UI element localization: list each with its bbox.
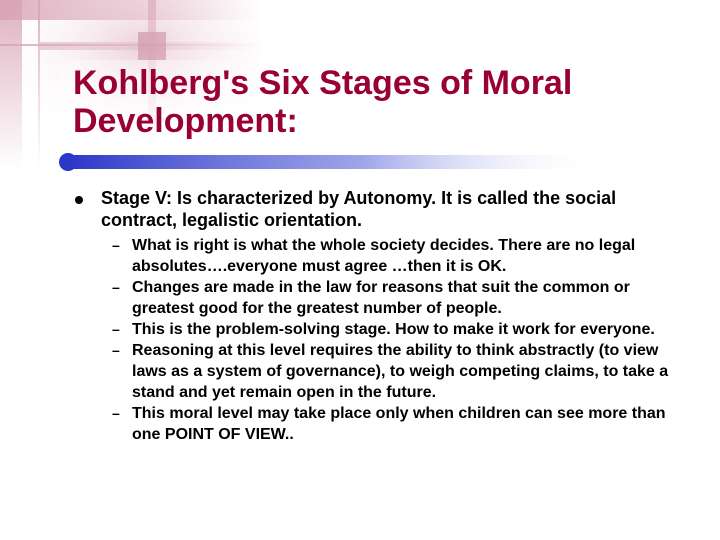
sub-bullet-list <box>74 235 684 445</box>
sub-bullet <box>74 340 684 403</box>
title-underline <box>58 153 603 171</box>
main-bullet-text: Stage V: Is characterized by Autonomy. It is called the social contract, legalistic orientation. <box>101 188 617 230</box>
sub-bullet <box>74 319 684 340</box>
dash-icon: – <box>112 405 120 421</box>
main-bullet <box>74 187 684 231</box>
dash-icon: – <box>112 279 120 295</box>
sub-bullet-text: Reasoning at this level requires the ability to think abstractly (to view laws as a system of governance), to weigh competing claims, to take a stand and yet remain open in the future. <box>132 342 669 401</box>
sub-bullet-text: This moral level may take place only when children can see more than one POINT OF VIEW.. <box>132 405 666 443</box>
bullet-icon <box>75 196 83 204</box>
sub-bullet-text: What is right is what the whole society decides. There are no legal absolutes….everyone must agree …then it is OK. <box>132 237 636 275</box>
dash-icon: – <box>112 342 120 358</box>
sub-bullet <box>74 277 684 319</box>
slide-title: Kohlberg's Six Stages of Moral Development: <box>73 64 573 140</box>
sub-bullet-text: Changes are made in the law for reasons that suit the common or greatest good for the greatest number of people. <box>132 279 630 317</box>
content-area <box>74 187 684 445</box>
dash-icon: – <box>112 237 120 253</box>
sub-bullet-text: This is the problem-solving stage. How to make it work for everyone. <box>132 321 655 338</box>
dash-icon: – <box>112 321 120 337</box>
sub-bullet <box>74 235 684 277</box>
sub-bullet <box>74 403 684 445</box>
